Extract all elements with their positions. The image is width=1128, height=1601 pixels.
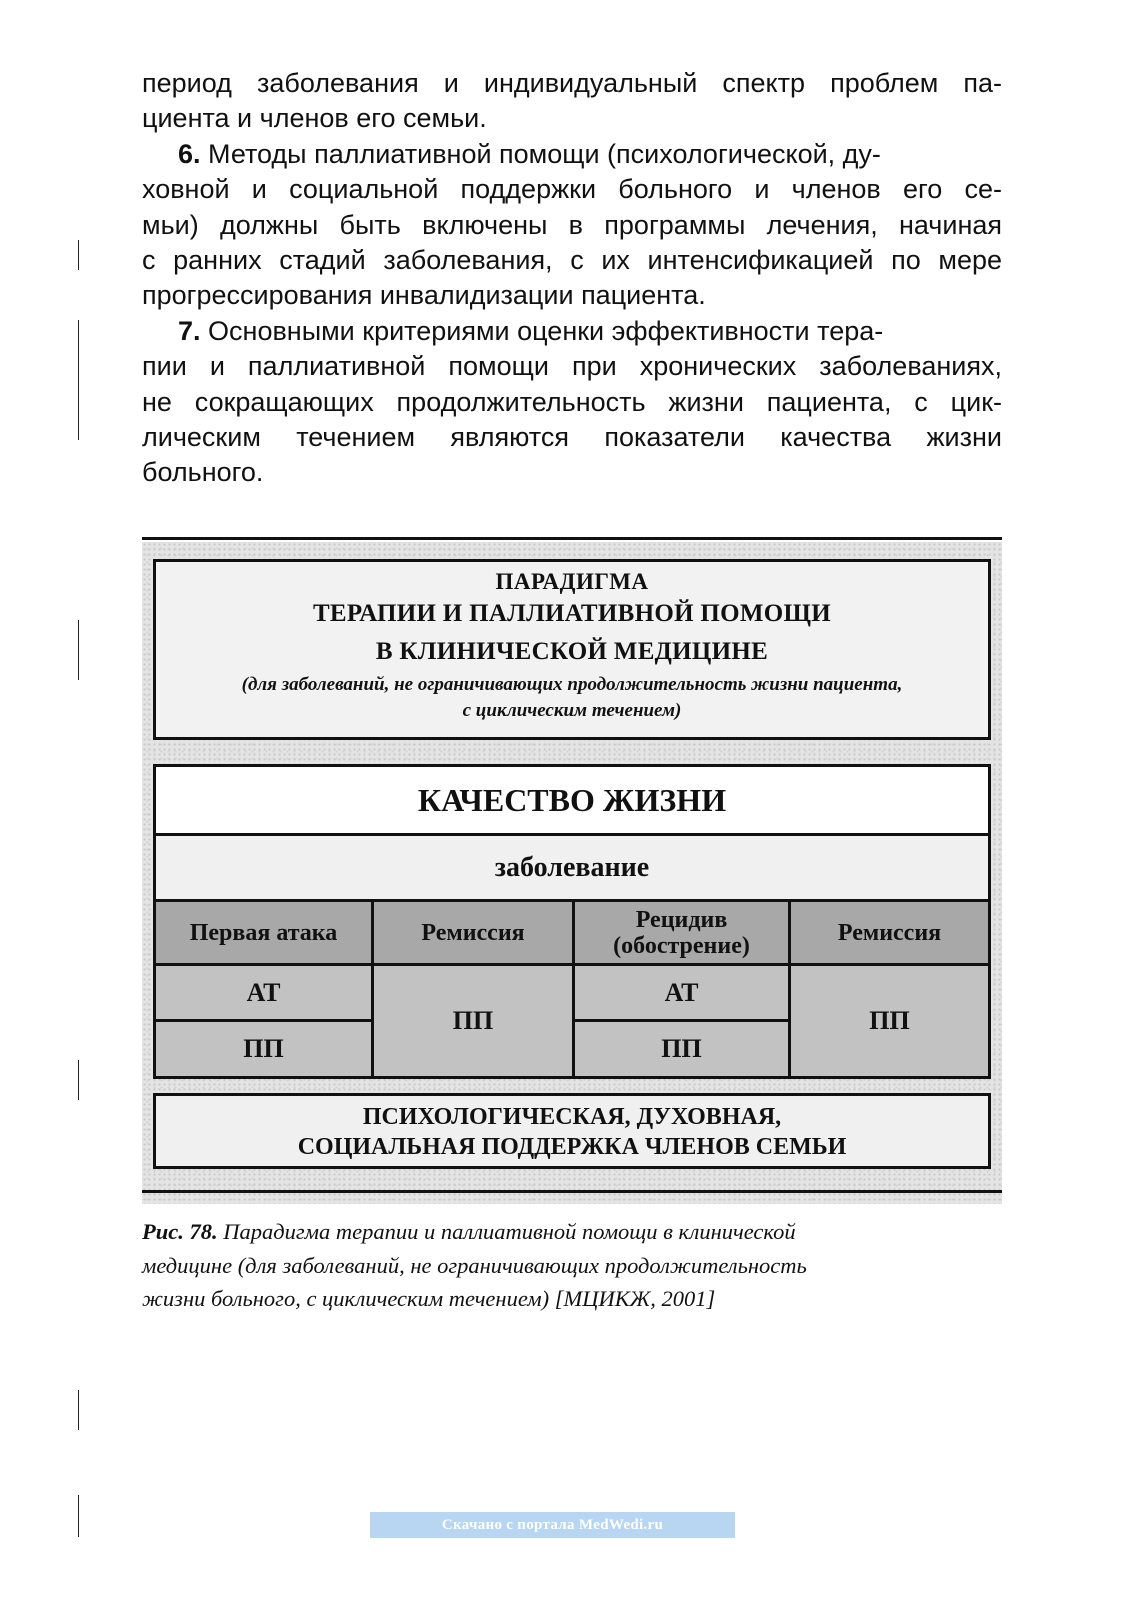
family-support-label: ПСИХОЛОГИЧЕСКАЯ, ДУХОВНАЯ, — [362, 1104, 782, 1130]
paradigm-note: с циклическим течением) — [462, 700, 682, 721]
phase-first-attack: Первая атака — [153, 899, 374, 966]
item-number: 6. — [178, 138, 201, 169]
text-line: период заболевания и индивидуальный спектр проблем па- — [142, 68, 1002, 98]
paradigm-subtitle: ТЕРАПИИ И ПАЛЛИАТИВНОЙ ПОМОЩИ — [312, 600, 832, 627]
text-line: не сокращающих продолжительность жизни пациента, с цик- — [142, 386, 1002, 417]
phase-remission-1: Ремиссия — [371, 899, 575, 966]
body-text — [142, 66, 1002, 491]
phase-remission-2: Ремиссия — [788, 899, 991, 966]
paragraph-item-6-cont — [142, 172, 1002, 314]
figure-top-rule — [142, 537, 1002, 540]
item-number: 7. — [178, 315, 201, 346]
quality-of-life-box: КАЧЕСТВО ЖИЗНИ — [153, 764, 991, 836]
text-line: Методы паллиативной помощи (психологической, ду- — [200, 138, 881, 169]
paragraph-continuation — [142, 66, 1002, 137]
figure-bottom-rule — [142, 1190, 1002, 1193]
caption-label: Рис. 78. — [142, 1219, 218, 1244]
paradigm-subtitle: В КЛИНИЧЕСКОЙ МЕДИЦИНЕ — [375, 638, 769, 665]
paragraph-item-6 — [142, 137, 1002, 172]
figure-78 — [142, 537, 1002, 1217]
family-support-label: СОЦИАЛЬНАЯ ПОДДЕРЖКА ЧЛЕНОВ СЕМЬИ — [297, 1134, 847, 1160]
cell-at-first-attack: АТ — [153, 963, 374, 1022]
phase-relapse-label: Рецидив — [635, 906, 728, 933]
cell-pp-remission-2: ПП — [788, 963, 991, 1079]
paradigm-title: ПАРАДИГМА — [495, 569, 649, 594]
cell-pp-remission-1: ПП — [371, 963, 575, 1079]
family-support-box — [153, 1093, 991, 1169]
disease-box: заболевание — [153, 833, 991, 902]
text-line: мьи) должны быть включены в программы лечения, начиная — [142, 209, 1002, 240]
cell-pp-first-attack: ПП — [153, 1019, 374, 1079]
caption-text: Парадигма терапии и паллиативной помощи в клинической — [217, 1219, 796, 1244]
scan-margin-line — [78, 1390, 79, 1430]
text-line: прогрессирования инвалидизации пациента. — [142, 280, 706, 311]
scan-margin-line — [78, 1495, 79, 1537]
text-line: с ранних стадий заболевания, с их интенсификацией по мере — [142, 245, 1002, 276]
scan-margin-line — [78, 320, 79, 440]
phase-relapse — [572, 899, 791, 966]
cell-pp-relapse: ПП — [572, 1019, 791, 1079]
caption-line — [142, 1215, 1002, 1249]
scan-margin-line — [78, 1060, 79, 1100]
caption-line: жизни больного, с циклическим течением) [МЦИКЖ, 2001] — [142, 1286, 716, 1311]
scan-margin-line — [78, 620, 79, 680]
text-line: ховной и социальной поддержки больного и членов его се- — [142, 174, 1002, 205]
text-line: циента и членов его семьи. — [142, 103, 487, 134]
caption-line: медицине (для заболеваний, не ограничивающих продолжительность — [142, 1252, 807, 1278]
paradigm-header-box — [153, 559, 991, 740]
paragraph-item-7-cont — [142, 349, 1002, 491]
cell-at-relapse: АТ — [572, 963, 791, 1022]
text-line: Основными критериями оценки эффективности тера- — [200, 315, 884, 346]
scan-margin-line — [78, 240, 79, 270]
download-watermark: Скачано с портала MedWedi.ru — [370, 1512, 735, 1538]
paragraph-item-7 — [142, 314, 1002, 349]
text-line: лическим течением являются показатели качества жизни — [142, 422, 1002, 453]
text-line: больного. — [142, 457, 264, 488]
phase-grid — [153, 899, 991, 1079]
text-line: пии и паллиативной помощи при хронических заболеваниях, — [142, 351, 1002, 382]
phase-relapse-label: (обострение) — [613, 932, 750, 959]
paradigm-note: (для заболеваний, не ограничивающих продолжительность жизни пациента, — [241, 674, 903, 695]
figure-caption — [142, 1215, 1002, 1316]
